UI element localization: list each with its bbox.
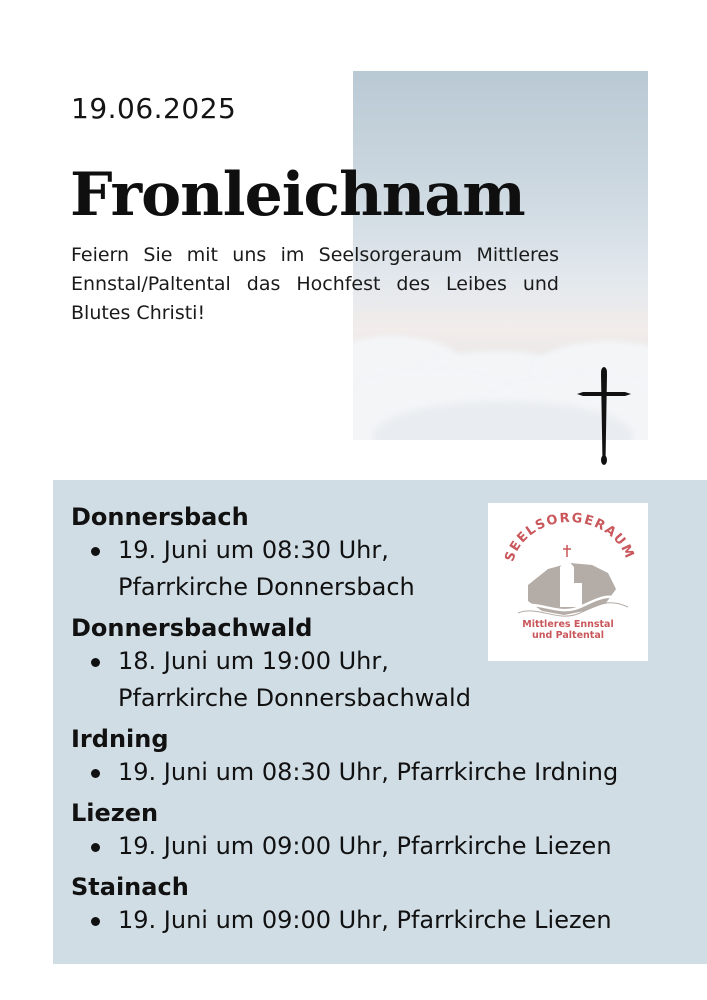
cross-icon [576, 366, 632, 466]
location-heading: Stainach [71, 873, 189, 901]
list-item [71, 532, 691, 606]
location-heading: Donnersbachwald [71, 614, 313, 642]
intro-text: Feiern Sie mit uns im Seelsorgeraum Mittleres Ennstal/Paltental das Hochfest des Leibes und Blutes Christi! [71, 244, 559, 324]
event-details: 19. Juni um 08:30 Uhr, Pfarrkirche Irdning [118, 758, 619, 786]
event-date: 19.06.2025 [71, 92, 237, 125]
event-time: 18. Juni um 19:00 Uhr, [118, 647, 389, 675]
event-place: Pfarrkirche Donnersbach [118, 573, 415, 601]
list-item [71, 754, 691, 791]
logo-line-1: Mittleres Ennstal [522, 619, 614, 630]
page-title: Fronleichnam [70, 160, 525, 230]
event-time: 19. Juni um 08:30 Uhr, [118, 536, 389, 564]
list-item [71, 643, 691, 717]
location-heading: Donnersbach [71, 503, 249, 531]
event-details: 19. Juni um 09:00 Uhr, Pfarrkirche Liezen [118, 832, 612, 860]
logo-line-2: und Paltental [532, 630, 604, 641]
list-item [71, 828, 691, 865]
location-heading: Irdning [71, 725, 169, 753]
event-details: 19. Juni um 09:00 Uhr, Pfarrkirche Liezen [118, 906, 612, 934]
list-item [71, 902, 691, 939]
logo-arc-text: SEELSORGERAUM [502, 510, 637, 564]
schedule-list [71, 502, 691, 939]
location-heading: Liezen [71, 799, 159, 827]
event-place: Pfarrkirche Donnersbachwald [118, 684, 471, 712]
